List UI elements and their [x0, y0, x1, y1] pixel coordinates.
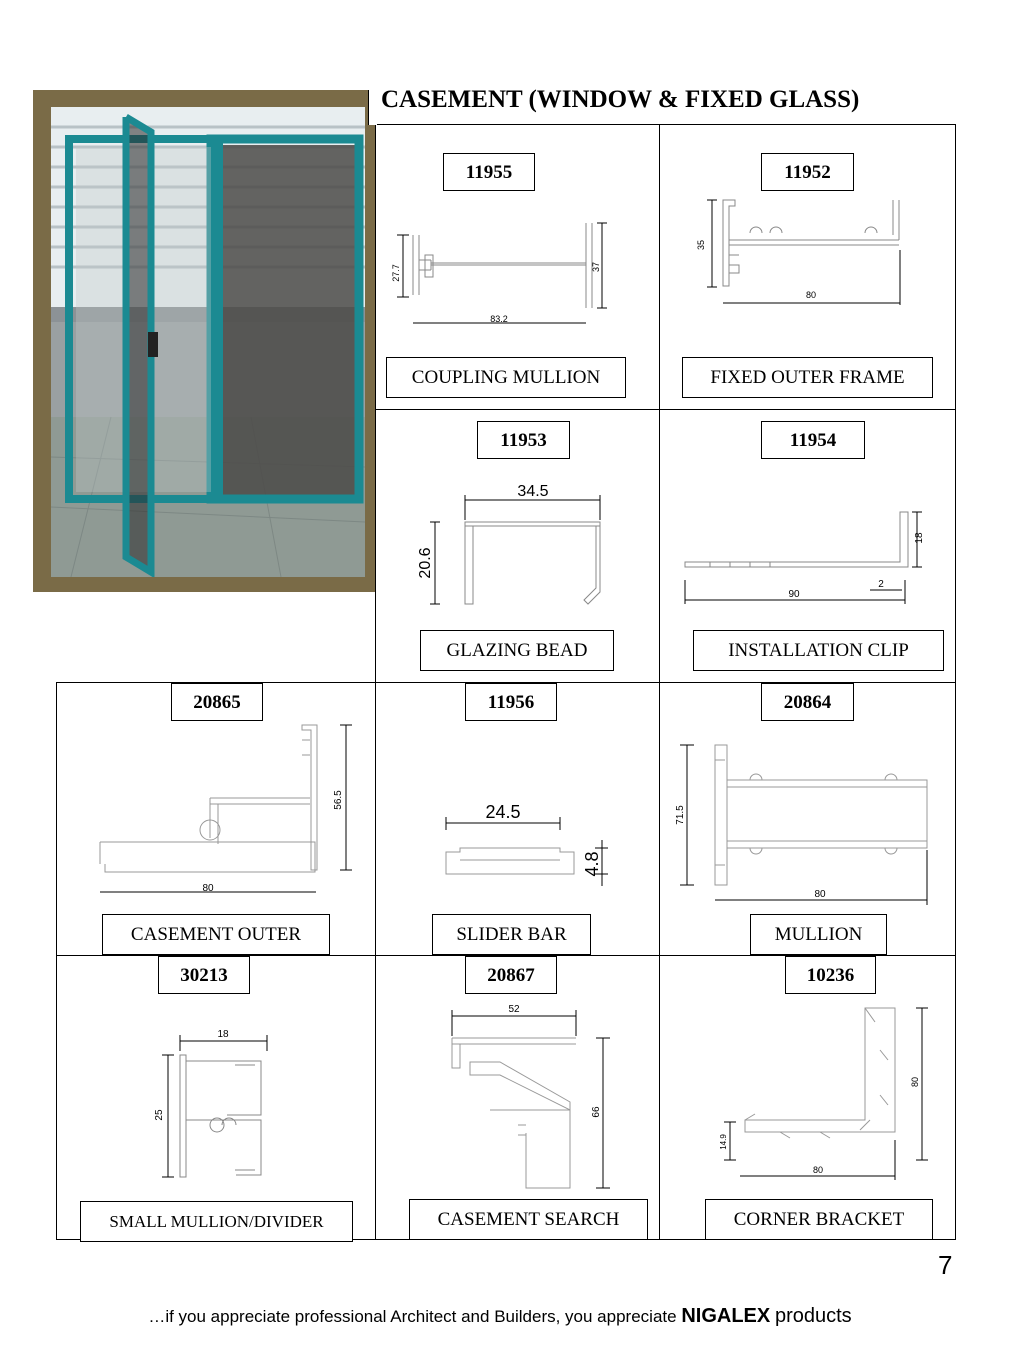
dim-label: 56.5	[333, 790, 344, 810]
dim-label: 27.7	[391, 264, 401, 282]
profile-name-11954: INSTALLATION CLIP	[693, 630, 944, 671]
profile-name-30213: SMALL MULLION/DIVIDER	[80, 1201, 353, 1242]
page-number: 7	[938, 1250, 953, 1280]
footer-tail: products	[774, 1305, 852, 1327]
profile-name-10236: CORNER BRACKET	[705, 1199, 933, 1240]
dim-label: 24.5	[485, 802, 521, 822]
footer-tagline	[0, 1305, 1000, 1328]
profile-code-20865: 20865	[171, 683, 263, 721]
profile-name-11952: FIXED OUTER FRAME	[682, 357, 933, 398]
profile-name-11955: COUPLING MULLION	[386, 357, 626, 398]
dim-label: 83.2	[490, 314, 508, 324]
profile-code-11952: 11952	[761, 153, 854, 191]
profile-name-11953: GLAZING BEAD	[420, 630, 614, 671]
casement-outer-drawing	[90, 720, 360, 900]
profile-code-11953: 11953	[477, 421, 570, 459]
profile-code-30213: 30213	[158, 956, 250, 994]
dim-label: 34.5	[517, 483, 549, 500]
fixed-outer-frame-drawing	[695, 195, 910, 310]
dim-label: 20.6	[417, 547, 434, 579]
dim-label: 80	[910, 1076, 920, 1088]
grid-border	[56, 682, 57, 1240]
dim-label: 90	[788, 589, 800, 600]
corner-bracket-drawing	[710, 1000, 940, 1185]
dim-label: 80	[805, 290, 817, 300]
photo-image	[51, 107, 365, 577]
dim-label: 80	[814, 889, 826, 900]
profile-name-20864: MULLION	[750, 914, 887, 955]
grid-border	[375, 124, 956, 125]
casement-window-photo	[33, 90, 375, 592]
coupling-mullion-drawing	[385, 215, 615, 330]
profile-code-11955: 11955	[443, 153, 535, 191]
dim-label: 18	[217, 1029, 229, 1040]
profile-code-11954: 11954	[761, 421, 865, 459]
dim-label: 2	[878, 579, 884, 590]
slider-bar-drawing	[430, 790, 620, 890]
profile-code-11956: 11956	[465, 683, 557, 721]
dim-label: 80	[812, 1165, 824, 1175]
glazing-bead-drawing	[410, 480, 620, 610]
footer-text: …if you appreciate professional Architect and Builders, you appreciate	[148, 1307, 677, 1326]
grid-border	[368, 90, 377, 125]
dim-label: 71.5	[675, 805, 686, 825]
dim-label: 80	[202, 883, 214, 894]
dim-label: 66	[591, 1106, 602, 1118]
mullion-drawing	[670, 735, 940, 910]
profile-name-11956: SLIDER BAR	[432, 914, 591, 955]
small-mullion-divider-drawing	[150, 1025, 280, 1185]
dim-label: 52	[508, 1004, 520, 1015]
grid-border	[375, 409, 956, 410]
page-title: CASEMENT (WINDOW & FIXED GLASS)	[381, 86, 860, 113]
dim-label: 14.9	[719, 1134, 728, 1150]
installation-clip-drawing	[680, 500, 930, 610]
profile-code-20867: 20867	[465, 956, 557, 994]
dim-label: 35	[696, 239, 706, 251]
dim-label: 4.8	[582, 851, 602, 877]
profile-code-20864: 20864	[761, 683, 854, 721]
brand-name: NIGALEX	[681, 1305, 771, 1327]
profile-name-20865: CASEMENT OUTER	[102, 914, 330, 955]
casement-search-drawing	[440, 1000, 630, 1195]
dim-label: 25	[154, 1109, 165, 1121]
profile-name-20867: CASEMENT SEARCH	[409, 1199, 648, 1240]
dim-label: 18	[914, 532, 925, 544]
dim-label: 37	[591, 261, 601, 273]
profile-code-10236: 10236	[785, 956, 876, 994]
